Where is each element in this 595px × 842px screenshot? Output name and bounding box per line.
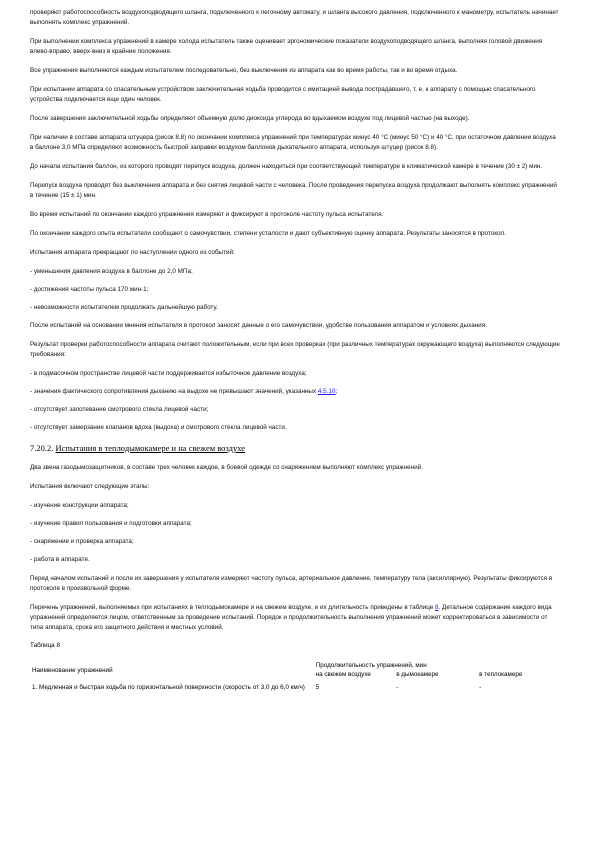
link-suffix-text: . Детальное содержание каждого вида упражнений определяется лицом, ответственным за проведение испытаний. Порядок и продолжительность выполнения упражнений может корректироваться в зависимости от типа аппарата, срока его защитного действия и местных условий. <box>30 604 552 631</box>
header-duration: Продолжительность упражнений, мин <box>315 662 427 669</box>
table-row <box>30 679 560 692</box>
section-heading <box>30 443 560 454</box>
section-title: Испытания в теплодымокамере и на свежем воздухе <box>55 443 246 453</box>
table-header-row <box>30 661 560 670</box>
cell-heat-chamber: - <box>479 684 482 691</box>
table-link[interactable]: 8 <box>435 604 439 611</box>
paragraph: При испытании аппарата со спасательным устройством заключительная ходьба проводится с имитацией вывода пострадавшего, т. е. к аппарату с помощью спасательного устройства подключается еще один человек. <box>30 86 536 103</box>
table-caption: Таблица 8 <box>30 642 60 649</box>
paragraphs-after-heading <box>30 463 560 594</box>
cell-fresh-air: 5 <box>315 684 320 691</box>
list-item: - отсутствует замерзание клапанов вдоха (выдоха) и смотрового стекла лицевой части. <box>30 424 287 431</box>
paragraph: Испытания включают следующие этапы: <box>30 483 150 490</box>
list-item: - в подмасочном пространстве лицевой части поддерживается избыточное давление воздуха; <box>30 370 307 377</box>
cell-smoke-chamber: - <box>396 684 399 691</box>
link-prefix-text: - значения фактического сопротивления дыханию на выдохе не превышают значений, указанных <box>30 388 318 395</box>
list-item: - изучение конструкции аппарата; <box>30 502 129 509</box>
paragraphs-top <box>30 8 560 379</box>
list-item: - работа в аппарате. <box>30 556 90 563</box>
list-item: - уменьшения давления воздуха в баллоне до 2,0 МПа; <box>30 268 193 275</box>
list-item: - изучение правил пользования и подготовки аппарата; <box>30 520 192 527</box>
exercise-table <box>30 661 560 692</box>
paragraph: Перепуск воздуха проводят без выключения аппарата и без снятия лицевой части с человека. После проведения перепуска воздуха продолжают выполнять комплекс упражнений в течение (15 ± 1) мин. <box>30 182 557 199</box>
list-item: - невозможности испытателем продолжать дальнейшую работу. <box>30 304 218 311</box>
paragraph: Все упражнения выполняются каждым испытателем последовательно, без выключения из аппарата как во время работы, так и во время отдыха. <box>30 67 458 74</box>
cell-exercise-name: 1. Медленная и быстрая ходьба по горизонтальной поверхности (скорость от 3,0 до 6,0 км/ч) <box>32 684 305 691</box>
paragraph-with-table-link <box>30 603 560 633</box>
paragraph: Два звена газодымозащитников, в составе трех человек каждое, в боевой одежде со снаряжением выполняют комплекс упражнений. <box>30 464 423 471</box>
paragraph: Испытания аппарата прекращают по наступлении одного из событий: <box>30 249 235 256</box>
paragraph: Во время испытаний по окончании каждого упражнения измеряют и фиксируют в протоколе частоту пульса испытателя. <box>30 211 384 218</box>
header-exercise-name: Наименование упражнений <box>32 666 113 674</box>
paragraph: После испытаний на основании мнения испытателя в протокол заносят данные о его самочувствии, удобстве пользования аппаратом и условиях дыхания. <box>30 322 487 329</box>
header-heat-chamber: в теплокамере <box>479 671 523 678</box>
list-item: - снаряжение и проверка аппарата; <box>30 538 134 545</box>
document-page <box>30 8 560 692</box>
section-number: 7.20.2. <box>30 443 54 453</box>
link-suffix-text: ; <box>335 388 338 395</box>
paragraph: До начала испытания баллон, из которого проводят перепуск воздуха, должен находиться при соответствующей температуре в климатической камере в течение (30 ± 2) мин. <box>30 163 543 170</box>
paragraph: Перед началом испытаний и после их завершения у испытателя измеряют частоту пульса, артериальное давление, температуру тела (аксиллярную). Результаты фиксируются в протоколе в произвольной форме. <box>30 575 553 592</box>
paragraph: При наличии в составе аппарата штуцера (рисок 8.8) по окончании комплекса упражнений при температурах минус 40 °C (минус 50 °C) и 40 °C, при остаточном давлении воздуха в баллоне 3,0 МПа определяют возможность быстрой заправки воздухом баллонов дыхательного аппарата, используя штуцер (рисок 8.8). <box>30 134 556 151</box>
section-link[interactable]: 4.5.10 <box>317 388 336 395</box>
list-item-with-link <box>30 387 560 397</box>
header-smoke-chamber: в дымокамере <box>396 671 439 678</box>
paragraph: По окончании каждого опыта испытатели сообщают о самочувствии, степени усталости и дают субъективную оценку аппарата. Результаты заносятся в протокол. <box>30 230 506 237</box>
list-item: - достижения частоты пульса 170 мин-1; <box>30 286 149 293</box>
header-fresh-air: на свежем воздухе <box>315 671 371 678</box>
paragraph: Результат проверки работоспособности аппарата считают положительным, если при всех проверках (при различных температурах окружающего воздуха) выполняются следующие требования: <box>30 341 560 358</box>
list-item: - отсутствует запотевание смотрового стекла лицевой части; <box>30 406 209 413</box>
paragraph: При выполнении комплекса упражнений в камере холода испытатель также оценивает эргономические показатели воздухоподводящего шланга, выполняя головой движения влево-вправо, вверх-вниз в крайние положения. <box>30 38 543 55</box>
paragraph: проверяют работоспособность воздухоподводящего шланга, подключенного к легочному автомату, и шланга высокого давления, подключенного к манометру, испытатель начинает выполнять комплекс упражнений. <box>30 9 559 26</box>
link-prefix-text: Перечень упражнений, выполняемых при испытаниях в теплодымокамере и на свежем воздухе, и их длительность приведены в таблице <box>30 604 436 611</box>
paragraph: После завершения заключительной ходьбы определяют объемную долю диоксида углерода во вдыхаемом воздухе под лицевой частью (на выходе). <box>30 115 470 122</box>
